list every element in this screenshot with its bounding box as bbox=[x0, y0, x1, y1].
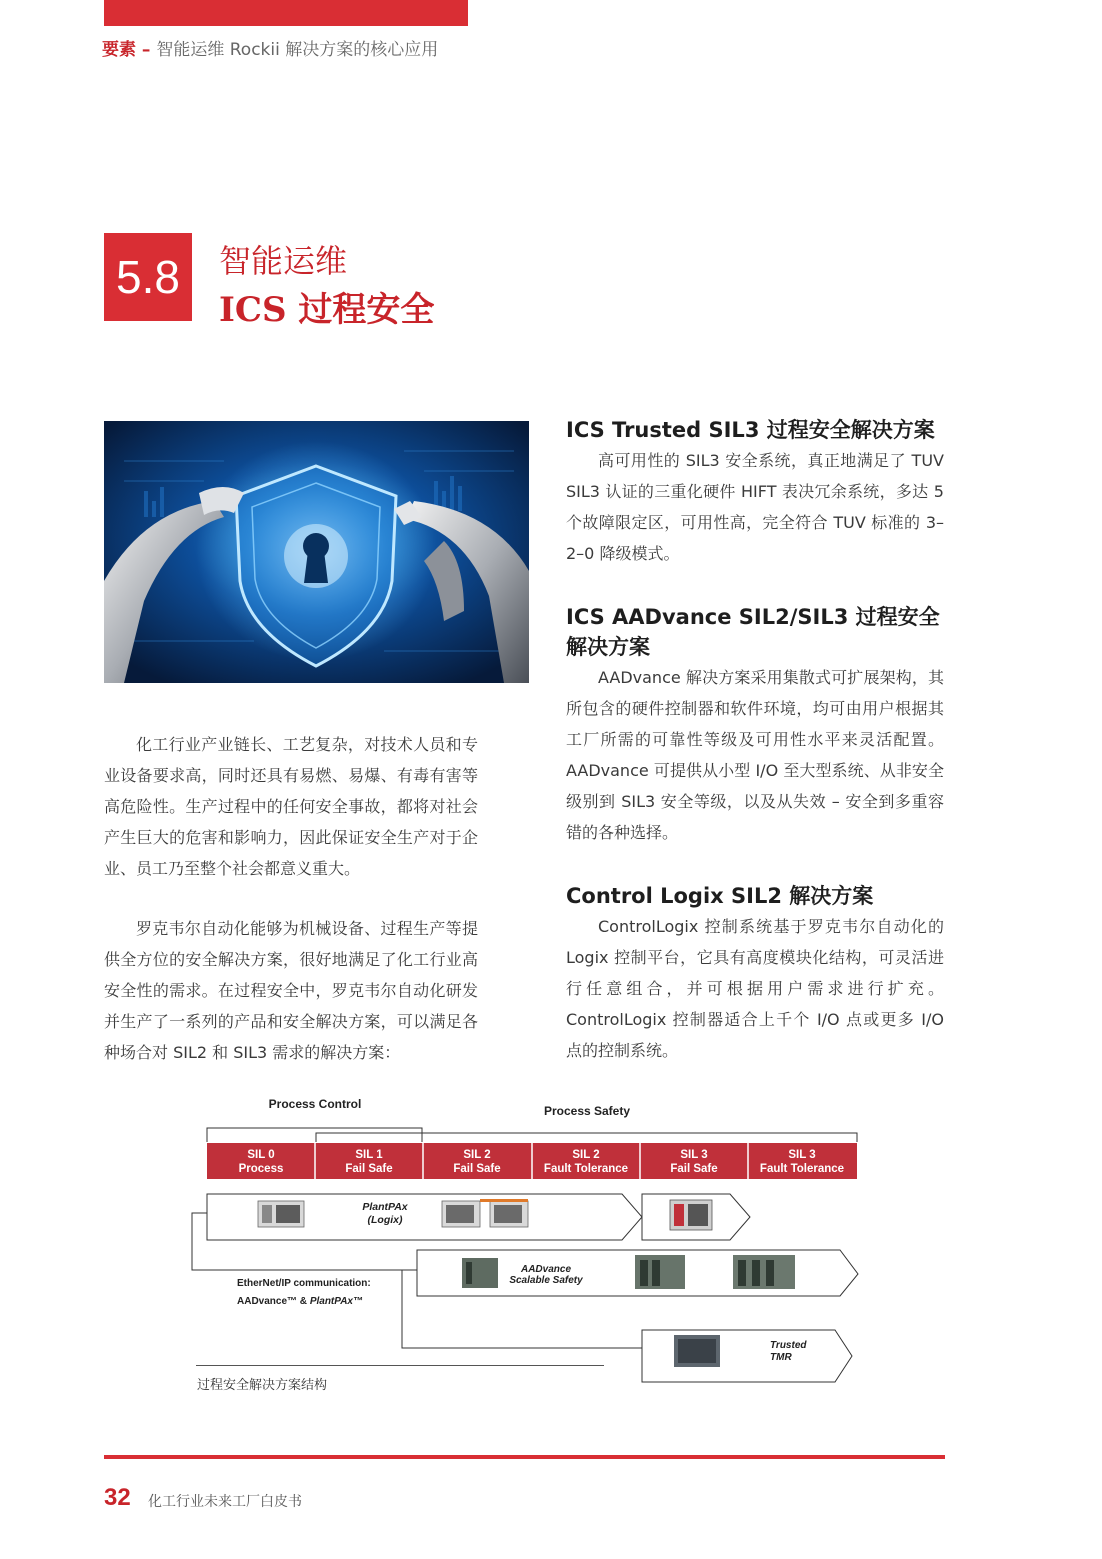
robot-shield-illustration bbox=[104, 421, 529, 683]
sil-level-0-line2: Process bbox=[238, 1163, 284, 1175]
ethernet-label-2b: PlantPAx™ bbox=[309, 1296, 363, 1307]
aadvance-heading: ICS AADvance SIL2/SIL3 过程安全解决方案 bbox=[566, 605, 940, 659]
sil-level-0-line1: SIL 0 bbox=[247, 1149, 275, 1161]
ethernet-label-2 bbox=[237, 1296, 363, 1307]
aadvance-label-1: AADvance bbox=[520, 1264, 572, 1275]
section-number: 5.8 bbox=[104, 233, 192, 321]
sil-level-3-line1: SIL 2 bbox=[572, 1149, 600, 1161]
rockwell-text: 罗克韦尔自动化能够为机械设备、过程生产等提供全方位的安全解决方案，很好地满足了化工行业高安全性的需求。在过程安全中，罗克韦尔自动化研发并生产了一系列的产品和安全解决方案，可以满足各种场合对 SIL2 和 SIL3 需求的解决方案： bbox=[104, 919, 478, 1062]
sil-level-5-line1: SIL 3 bbox=[788, 1149, 816, 1161]
footer-title: 化工行业未来工厂白皮书 bbox=[148, 1494, 302, 1510]
header-red-bar bbox=[104, 0, 468, 26]
header-dash: – bbox=[136, 40, 157, 60]
controllogix-heading: Control Logix SIL2 解决方案 bbox=[566, 884, 874, 908]
sil-level-5-line2: Fault Tolerance bbox=[759, 1163, 845, 1175]
trusted-paragraph bbox=[566, 445, 944, 569]
process-control-bracket bbox=[207, 1128, 422, 1142]
process-safety-diagram bbox=[180, 1090, 870, 1390]
trusted-label-1: Trusted bbox=[770, 1340, 807, 1351]
sil-level-4-line1: SIL 3 bbox=[680, 1149, 708, 1161]
controllogix-paragraph bbox=[566, 911, 944, 1066]
process-safety-label: Process Safety bbox=[543, 1104, 631, 1118]
ethernet-label-2a: AADvance™ & bbox=[237, 1296, 310, 1307]
trusted-tmr-arrow bbox=[642, 1330, 852, 1382]
rockwell-paragraph bbox=[104, 913, 478, 1068]
sil-level-4-line2: Fail Safe bbox=[670, 1163, 718, 1175]
aadvance-text: AADvance 解决方案采用集散式可扩展架构，其所包含的硬件控制器和软件环境，均可由用户根据其工厂所需的可靠性等级及可用性水平来灵活配置。AADvance 可提供从小型 I/O 至大型系统、从非安全级别到 SIL3 安全等级，以及从失效 – 安全到多重容错的各种选择。 bbox=[566, 668, 944, 842]
controllogix-text: ControlLogix 控制系统基于罗克韦尔自动化的 Logix 控制平台，它具有高度模块化结构，可灵活进行任意组合，并可根据用户需求进行扩充。ControlLogix 控制器适合上千个 I/O 点或更多 I/O 点的控制系统。 bbox=[566, 917, 944, 1060]
sil-level-3-line2: Fault Tolerance bbox=[543, 1163, 629, 1175]
plantpax-label-1: PlantPAx bbox=[362, 1201, 408, 1213]
sil3-failsafe-arrow bbox=[642, 1194, 750, 1240]
footer-red-bar bbox=[104, 1455, 945, 1459]
caption-rule bbox=[196, 1365, 604, 1366]
header-title: 智能运维 Rockii 解决方案的核心应用 bbox=[156, 40, 439, 60]
diagram-caption: 过程安全解决方案结构 bbox=[197, 1378, 328, 1393]
sil-level-bar bbox=[207, 1143, 857, 1179]
plantpax-label-2: (Logix) bbox=[367, 1214, 403, 1226]
trusted-label-2: TMR bbox=[770, 1352, 792, 1363]
process-control-label: Process Control bbox=[268, 1097, 362, 1111]
intro-text: 化工行业产业链长、工艺复杂，对技术人员和专业设备要求高，同时还具有易燃、易爆、有毒有害等高危险性。生产过程中的任何安全事故，都将对社会产生巨大的危害和影响力，因此保证安全生产对于企业、员工乃至整个社会都意义重大。 bbox=[104, 735, 478, 878]
header-accent: 要素 bbox=[102, 40, 136, 60]
sil-level-2-line2: Fail Safe bbox=[453, 1163, 501, 1175]
sil-level-2-line1: SIL 2 bbox=[463, 1149, 491, 1161]
section-title-line2: ICS 过程安全 bbox=[219, 290, 435, 330]
trusted-heading: ICS Trusted SIL3 过程安全解决方案 bbox=[566, 418, 935, 442]
running-header bbox=[102, 35, 438, 60]
process-safety-bracket bbox=[316, 1133, 857, 1142]
plantpax-arrow bbox=[207, 1194, 642, 1240]
hero-image bbox=[104, 421, 529, 683]
intro-paragraph bbox=[104, 729, 478, 884]
aadvance-label-2: Scalable Safety bbox=[509, 1275, 583, 1286]
section-title-line1: 智能运维 bbox=[219, 242, 348, 280]
sil-level-1-line1: SIL 1 bbox=[355, 1149, 383, 1161]
trusted-text: 高可用性的 SIL3 安全系统，真正地满足了 TUV SIL3 认证的三重化硬件 HIFT 表决冗余系统，多达 5 个故障限定区，可用性高，完全符合 TUV 标准的 3–2–0 降级模式。 bbox=[566, 451, 944, 563]
ethernet-label-1: EtherNet/IP communication: bbox=[237, 1278, 371, 1289]
page-number: 32 bbox=[104, 1484, 131, 1511]
aadvance-arrow bbox=[417, 1250, 858, 1296]
aadvance-paragraph bbox=[566, 662, 944, 848]
sil-level-1-line2: Fail Safe bbox=[345, 1163, 393, 1175]
